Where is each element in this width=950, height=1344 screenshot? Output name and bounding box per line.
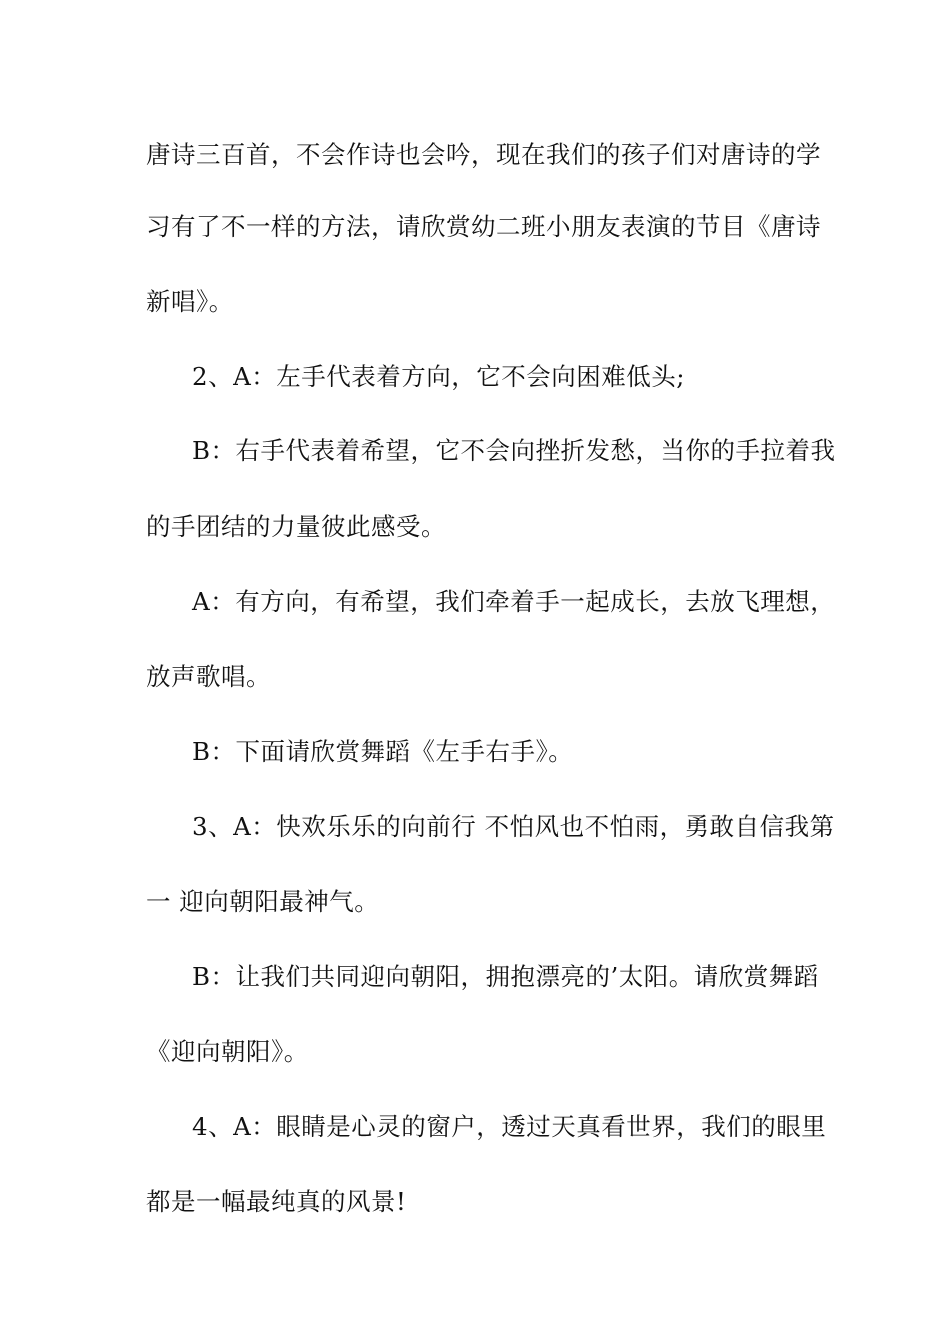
text-line: 唐诗三百首，不会作诗也会吟，现在我们的孩子们对唐诗的学 [146, 140, 821, 169]
text-line: B：下面请欣赏舞蹈《左手右手》。 [192, 737, 574, 766]
text-line: 2、A：左手代表着方向，它不会向困难低头; [192, 362, 686, 391]
text-line: B：让我们共同迎向朝阳，拥抱漂亮的’太阳。请欣赏舞蹈 [192, 962, 819, 991]
text-line: 《迎向朝阳》。 [146, 1037, 309, 1066]
text-line: 放声歌唱。 [146, 662, 271, 691]
text-line: 一 迎向朝阳最神气。 [146, 887, 380, 916]
text-line: 4、A：眼睛是心灵的窗户，透过天真看世界，我们的眼里 [192, 1112, 827, 1141]
text-line: A：有方向，有希望，我们牵着手一起成长，去放飞理想， [192, 587, 836, 616]
text-line: 都是一幅最纯真的风景! [146, 1187, 407, 1216]
text-line: 新唱》。 [146, 287, 234, 316]
text-line: 3、A：快欢乐乐的向前行 不怕风也不怕雨，勇敢自信我第 [192, 812, 835, 841]
text-line: 的手团结的力量彼此感受。 [146, 512, 446, 541]
text-line: 习有了不一样的方法，请欣赏幼二班小朋友表演的节目《唐诗 [146, 212, 821, 241]
text-line: B：右手代表着希望，它不会向挫折发愁，当你的手拉着我 [192, 436, 836, 465]
